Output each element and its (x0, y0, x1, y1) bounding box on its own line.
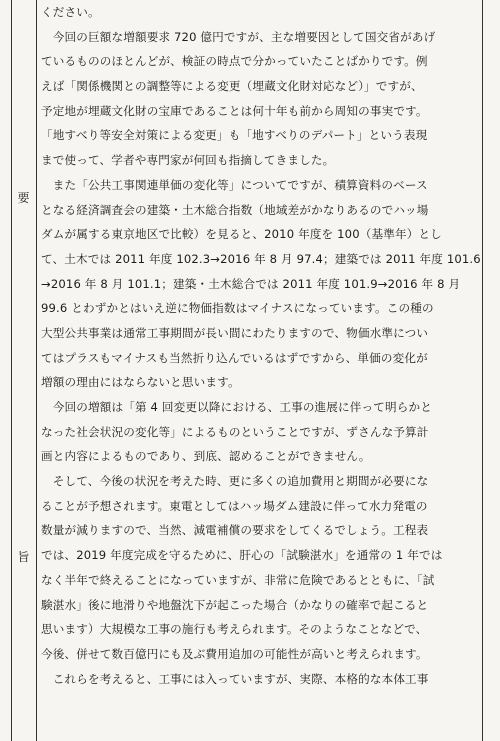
text-line: てはプラスもマイナスも当然折り込んでいるはずですから、単価の変化が (41, 350, 428, 365)
text-line: 思います）大規模な工事の施行も考えられます。そのようなことなどで、 (41, 622, 428, 637)
text-line: ることが予想されます。東電としてはハッ場ダム建設に伴って水力発電の (41, 498, 428, 513)
side-label-bottom: 旨 (17, 550, 30, 564)
text-line: なった社会状況の変化等」によるものということですが、ずさんな予算計 (41, 424, 429, 439)
text-line: また「公共工事関連単価の変化等」についてですが、積算資料のベース (41, 177, 428, 192)
column-divider (36, 0, 37, 741)
text-line: ているもののほとんどが、検証の時点で分かっていたことばかりです。例 (41, 54, 428, 69)
text-line: 験湛水」後に地滑りや地盤沈下が起こった場合（かなりの確率で起こると (41, 597, 429, 612)
text-line: 予定地が埋蔵文化財の宝庫であることは何十年も前から周知の事実です。 (41, 103, 428, 118)
text-line: これらを考えると、工事には入っていますが、実際、本格的な本体工事 (41, 671, 429, 686)
text-line: 99.6 とわずかとはいえ逆に物価指数はマイナスになっています。この種の (41, 301, 434, 316)
text-line: となる経済調査会の建築・土木総合指数（地域差がかなりあるのでハッ場 (41, 202, 429, 217)
text-line: 増額の理由にはならないと思います。 (41, 375, 240, 390)
text-line: 画と内容によるものであり、到底、認めることができません。 (41, 449, 371, 464)
text-line: そして、今後の状況を考えた時、更に多くの追加費用と期間が必要にな (41, 474, 429, 489)
text-line: なく半年で終えることになっていますが、非常に危険であるとともに、「試 (41, 572, 435, 587)
text-line: ください。 (41, 5, 100, 19)
text-line: まで使って、学者や専門家が何回も指摘してきました。 (41, 153, 335, 168)
text-line: ダムが属する東京地区で比較）を見ると、2010 年度を 100（基準年）とし (41, 227, 442, 242)
text-line: →2016 年 8 月 101.1；建築・土木総合では 2011 年度 101.9→2016 年 8 月 (41, 276, 461, 291)
text-line: 「地すべり等安全対策による変更」も「地すべりのデパート」という表現 (41, 128, 428, 143)
text-line: 数量が減りますので、当然、減電補償の要求をしてくるでしょう。工程表 (41, 523, 429, 538)
text-line: 大型公共事業は通常工事期間が長い間にわたりますので、物価水準につい (41, 325, 429, 340)
text-line: 今回の巨額な増額要求 720 億円ですが、主な増要因として国交省があげ (41, 29, 436, 44)
document-body (41, 0, 481, 691)
text-line: えば「関係機関との調整等による変更（埋蔵文化財対応など）」ですが、 (41, 79, 423, 94)
text-line: では、2019 年度完成を守るために、肝心の「試験湛水」を通常の 1 年では (41, 548, 443, 563)
side-label-top: 要 (17, 191, 30, 205)
text-line: 今後、併せて数百億円にも及ぶ費用追加の可能性が高いと考えられます。 (41, 646, 428, 661)
text-line: て、土木では 2011 年度 102.3→2016 年 8 月 97.4；建築では 2011 年度 101.6 (41, 251, 481, 266)
text-line: 今回の増額は「第 4 回変更以降における、工事の進展に伴って明らかと (41, 400, 432, 414)
